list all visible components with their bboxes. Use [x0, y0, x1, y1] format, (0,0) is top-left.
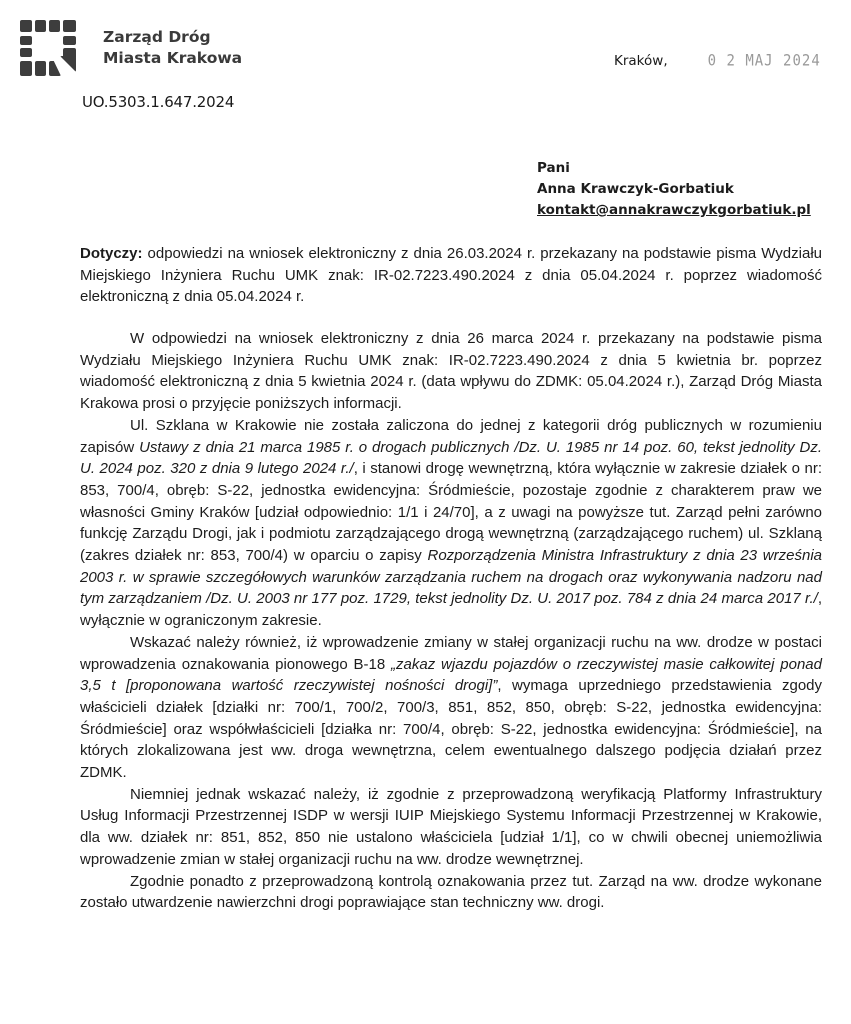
subject-text: odpowiedzi na wniosek elektroniczny z dnia 26.03.2024 r. przekazany na podstawie pisma Wydziału Miejskiego Inżyniera Ruchu UMK znak: IR-02.7223.490.2024 z dnia 05.04.2024 r. poprzez wiadomość elektroniczną z dnia 05.04.2024 r. [80, 245, 822, 306]
organization-name [103, 27, 242, 69]
letter-body [80, 328, 822, 914]
paragraph-3 [80, 632, 822, 784]
recipient-salutation: Pani [537, 160, 570, 176]
organization-name-line1: Zarząd Dróg [103, 28, 211, 46]
subject-line [80, 243, 822, 308]
place: Kraków, [614, 53, 668, 69]
paragraph-2 [80, 415, 822, 632]
paragraph-4: Niemniej jednak wskazać należy, iż zgodnie z przeprowadzoną weryfikacją Platformy Infrastruktury Usług Informacji Przestrzennej ISDP w wersji IUIP Miejskiego Systemu Informacji Przestrzennej w Krakowie, dla ww. działek nr: 851, 852, 850 nie ustalono właściciela [udział 1/1], co w chwili obecnej uniemożliwia wprowadzenie zmian w stałej organizacji ruchu na ww. drodze wewnętrznej. [80, 785, 822, 868]
place-and-date [614, 53, 821, 69]
paragraph-2-text: Ul. Szklana w Krakowie nie została zaliczona do jednej z kategorii dróg publicznych w rozumieniu zapisów [80, 416, 822, 456]
recipient-email-link[interactable]: kontakt@annakrawczykgorbatiuk.pl [537, 202, 811, 218]
date-stamp: 0 2 MAJ 2024 [707, 51, 821, 71]
sign-description: „zakaz wjazdu pojazdów o rzeczywistej masie całkowitej ponad 3,5 t [proponowana wartość rzeczywistej nośności drogi]” [80, 655, 822, 695]
recipient-name: Anna Krawczyk-Gorbatiuk [537, 181, 734, 197]
reference-number: UO.5303.1.647.2024 [82, 93, 235, 111]
recipient-block [537, 158, 811, 221]
paragraph-3-text: , wymaga uprzedniego przedstawienia zgody właścicieli działek [działki nr: 700/1, 700/2, 700/3, 851, 852, 850, obręb: S-22, jednostka ewidencyjna: Śródmieście] oraz współwłaścicieli [działka nr: 700/4, obręb: S-22, jednostka ewidencyjna: Śródmieście], na których zlokalizowana jest ww. droga wewnętrzna, celem ewentualnego dalszego podjęcia działań przez ZDMK. [80, 677, 823, 782]
paragraph-2-text: , i stanowi drogę wewnętrzną, która wyłącznie w zakresie działek o nr: 853, 700/4, obręb: S-22, jednostka ewidencyjna: Śródmieście, pozostaje zgodnie z charakterem praw we własności Gminy Kraków [udział odpowiednio: 1/1 i 24/70], a z uwagi na powyższe tut. Zarząd pełni zarówno funkcję Zarządu Drogi, jak i podmiotu zarządzającego drogą wewnętrzną (zarządzającego ruchem) ul. Szklaną (zakres działek nr: 853, 700/4) w oparciu o zapisy [80, 460, 823, 565]
organization-name-line2: Miasta Krakowa [103, 49, 243, 67]
letterhead-logo [20, 20, 242, 76]
zdmk-grid-logo-icon [20, 20, 76, 76]
paragraph-3-text: Wskazać należy również, iż wprowadzenie zmiany w stałej organizacji ruchu na ww. drodze w postaci wprowadzenia oznakowania pionowego B-18 [80, 633, 822, 673]
paragraph-5: Zgodnie ponadto z przeprowadzoną kontrolą oznakowania przez tut. Zarząd na ww. drodze wykonane zostało utwardzenie nawierzchni drogi poprawiające stan techniczny ww. drogi. [80, 872, 822, 912]
act-citation: Ustawy z dnia 21 marca 1985 r. o drogach publicznych /Dz. U. 1985 nr 14 poz. 60, tekst jednolity Dz. U. 2024 poz. 320 z dnia 9 lutego 2024 r./ [80, 438, 822, 478]
paragraph-1: W odpowiedzi na wniosek elektroniczny z dnia 26 marca 2024 r. przekazany na podstawie pisma Wydziału Miejskiego Inżyniera Ruchu UMK znak: IR-02.7223.490.2024 z dnia 5 kwietnia br. poprzez wiadomość elektroniczną z dnia 5 kwietnia 2024 r. (data wpływu do ZDMK: 05.04.2024 r.), Zarząd Dróg Miasta Krakowa prosi o przyjęcie poniższych informacji. [80, 330, 822, 413]
subject-label: Dotyczy: [80, 245, 143, 262]
regulation-citation: Rozporządzenia Ministra Infrastruktury z dnia 23 września 2003 r. w sprawie szczegółowych warunków zarządzania ruchem na drogach oraz wykonywania nadzoru nad tym zarządzaniem /Dz. U. 2003 nr 177 poz. 1729, tekst jednolity Dz. U. 2017 poz. 784 z dnia 24 marca 2017 r./ [80, 547, 822, 608]
paragraph-2-text: , wyłącznie w ograniczonym zakresie. [80, 590, 822, 630]
